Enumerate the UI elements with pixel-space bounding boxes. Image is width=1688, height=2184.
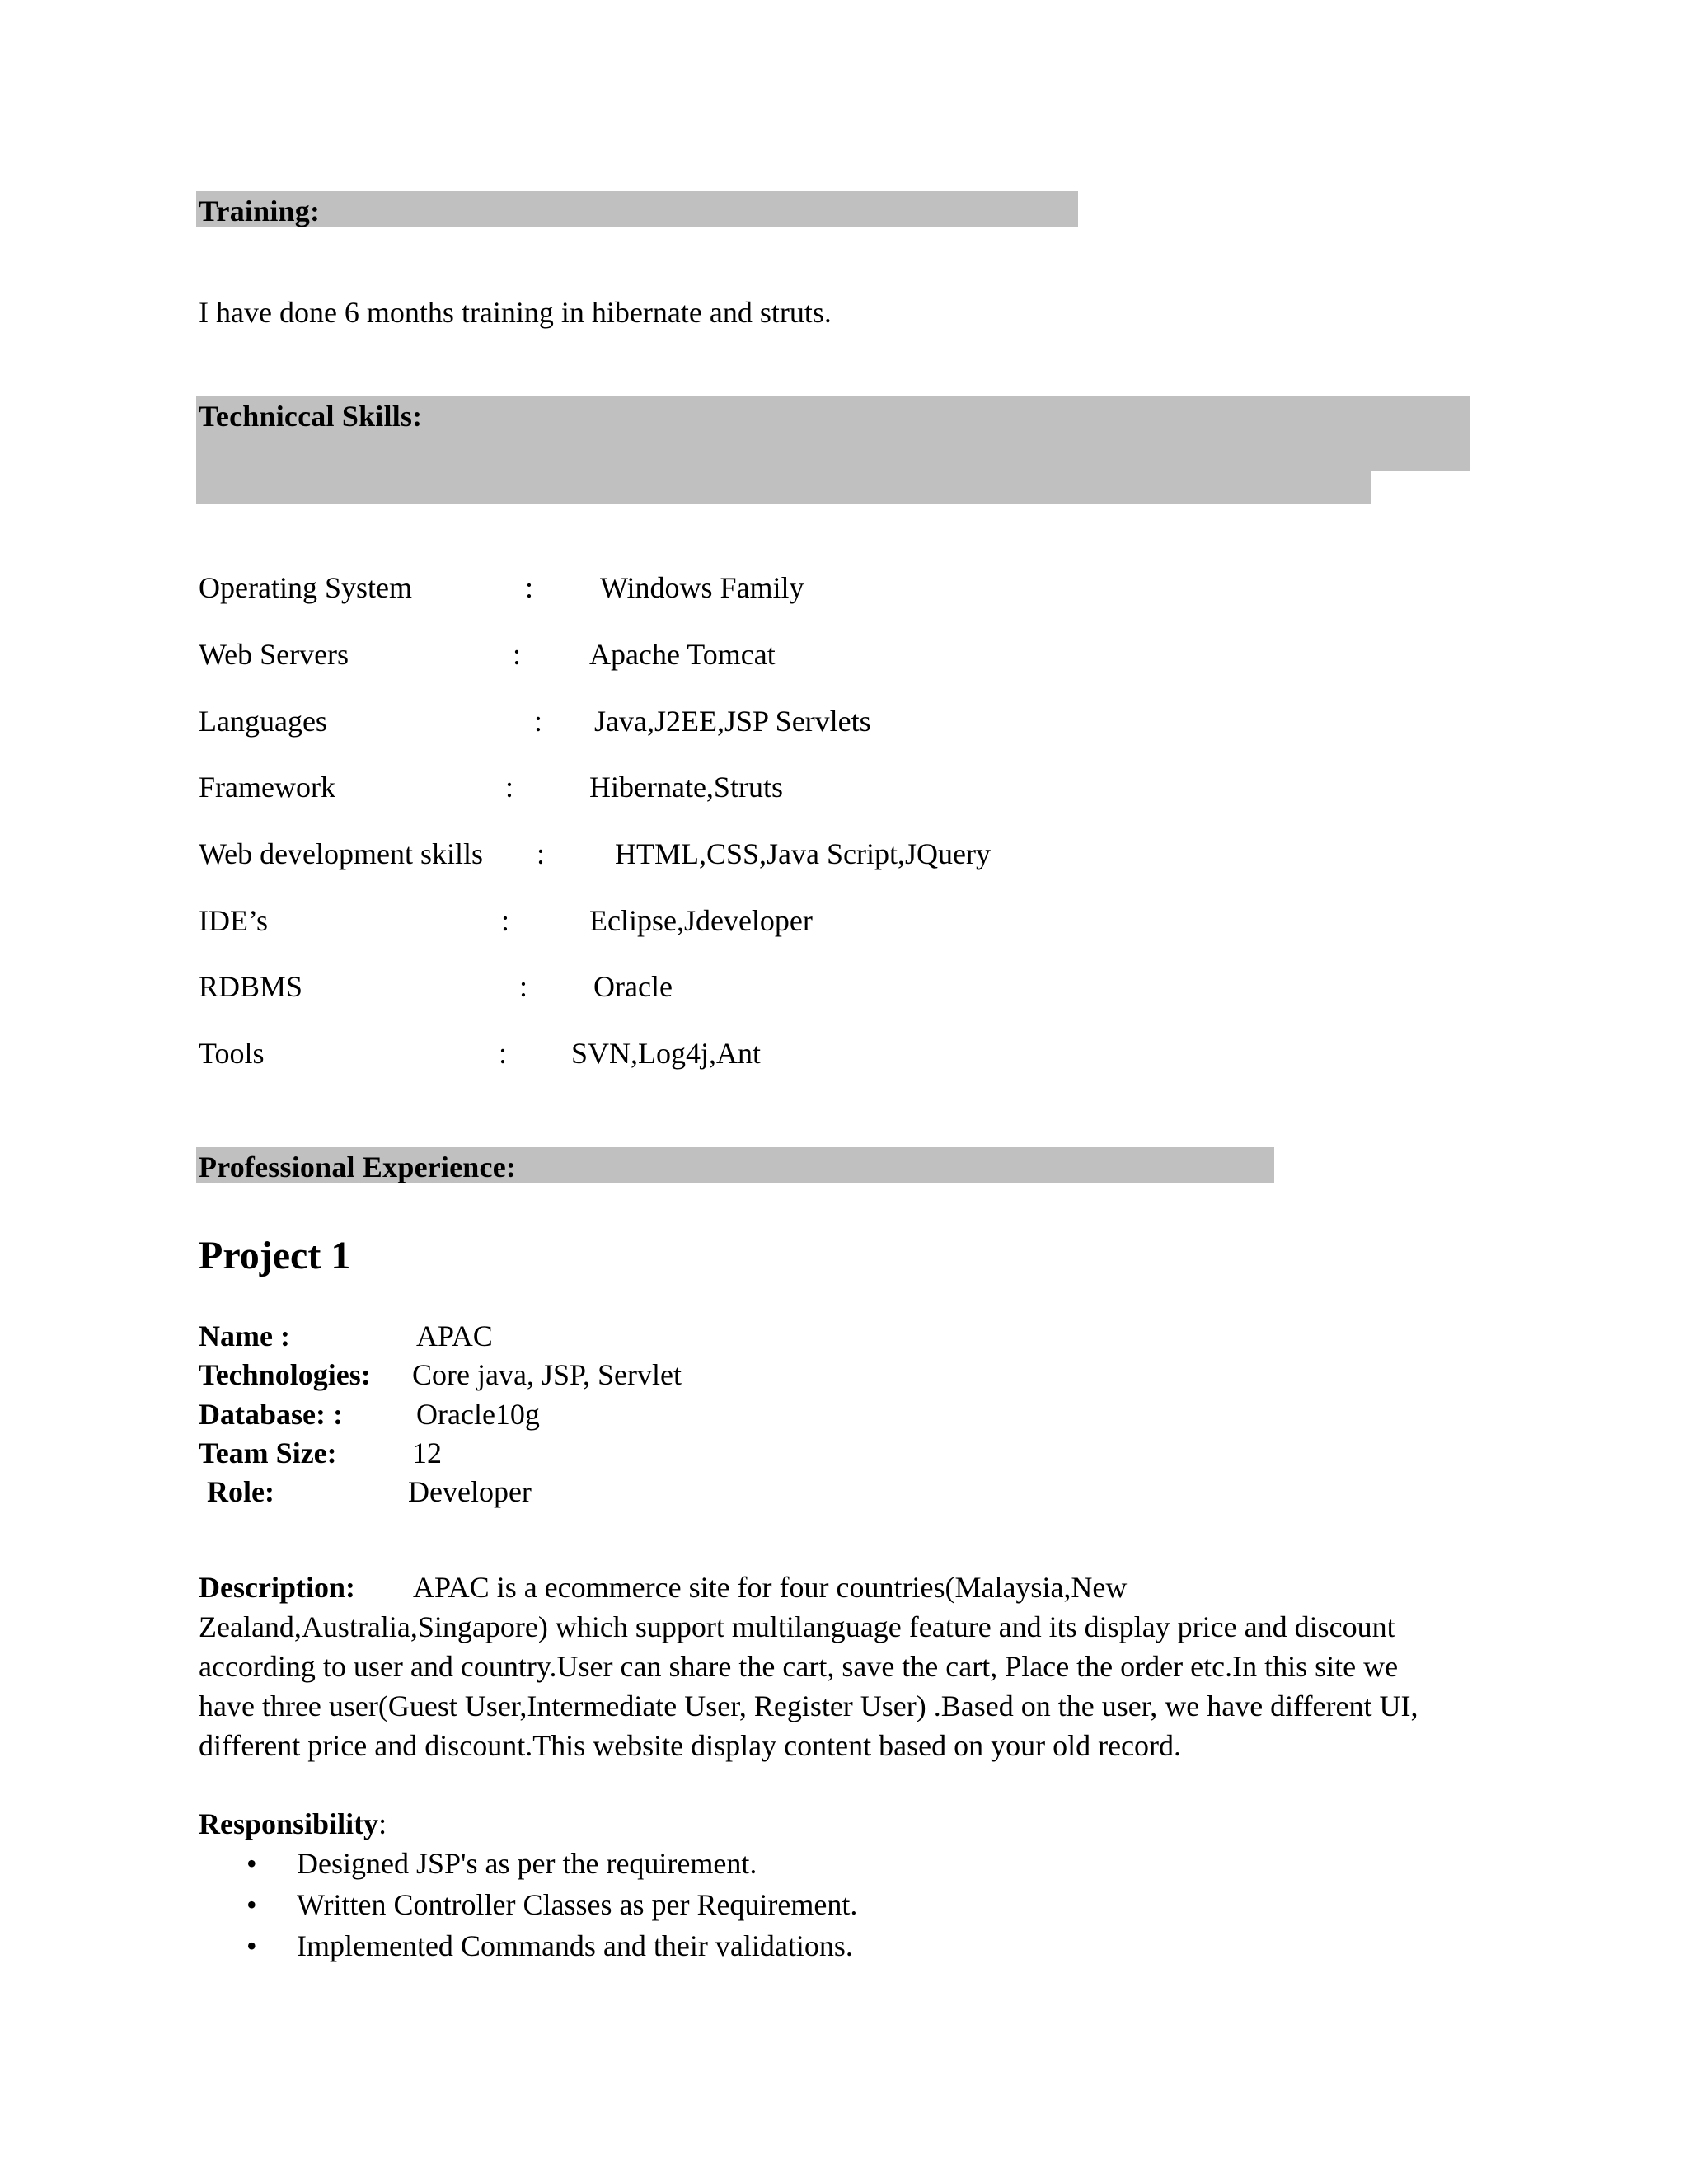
meta-label: Role:: [207, 1475, 274, 1508]
skill-label: Languages: [199, 705, 327, 738]
meta-label: Database: :: [199, 1398, 343, 1431]
training-heading-bar: [196, 191, 1078, 227]
meta-value: Core java, JSP, Servlet: [412, 1358, 682, 1391]
list-item: [199, 1887, 1435, 1929]
skill-row-framework: [199, 770, 1517, 806]
skill-value: Oracle: [593, 970, 673, 1003]
responsibility-heading: [199, 1807, 387, 1841]
experience-heading: Professional Experience:: [199, 1151, 517, 1183]
meta-label: Team Size:: [199, 1436, 337, 1469]
meta-value: Developer: [408, 1475, 532, 1508]
skill-separator: :: [519, 970, 528, 1003]
skill-row-tools: [199, 1036, 1517, 1072]
responsibility-label: Responsibility: [199, 1807, 379, 1840]
skill-row-operating-system: [199, 570, 1517, 607]
skill-separator: :: [499, 1037, 508, 1070]
skill-separator: :: [513, 638, 522, 671]
meta-label: Name :: [199, 1319, 290, 1352]
responsibility-list: [199, 1846, 1435, 1970]
skills-heading: Techniccal Skills:: [199, 400, 423, 433]
training-heading: Training:: [199, 194, 321, 227]
skill-separator: :: [537, 837, 546, 870]
list-item: [199, 1929, 1435, 1970]
skill-label: Framework: [199, 771, 335, 804]
list-item: [199, 1846, 1435, 1887]
skills-heading-bar-lower: [196, 471, 1372, 504]
responsibility-text: Written Controller Classes as per Requirement.: [297, 1888, 858, 1921]
description-text: APAC is a ecommerce site for four countries(Malaysia,New Zealand,Australia,Singapore) which support multilanguage feature and its display price and discount according to user and country.User can share the cart, save the cart, Place the order etc.In this site we have three user(Guest User,Intermediate User, Register User) .Based on the user, we have different UI, different price and discount.This website display content based on your old record.: [199, 1571, 1418, 1762]
bullet-icon: •: [246, 1929, 257, 1962]
skill-label: RDBMS: [199, 970, 303, 1003]
project-meta-technologies: [199, 1357, 1353, 1394]
project-description: [199, 1568, 1451, 1765]
meta-value: 12: [412, 1436, 442, 1469]
meta-label: Technologies:: [199, 1358, 371, 1391]
responsibility-colon: :: [378, 1807, 387, 1840]
skill-separator: :: [501, 904, 510, 937]
project-meta-role: [199, 1474, 1353, 1511]
training-text: I have done 6 months training in hibernate and struts.: [199, 296, 832, 329]
project-title: Project 1: [199, 1234, 351, 1277]
skill-row-rdbms: [199, 969, 1517, 1005]
skill-separator: :: [534, 705, 543, 738]
skill-row-web-servers: [199, 637, 1517, 673]
skill-value: Eclipse,Jdeveloper: [589, 904, 813, 937]
skill-value: Hibernate,Struts: [589, 771, 783, 804]
project-meta-team-size: [199, 1436, 1353, 1472]
skill-separator: :: [505, 771, 514, 804]
description-label: Description:: [199, 1571, 355, 1604]
skill-label: IDE’s: [199, 904, 268, 937]
skill-label: Web Servers: [199, 638, 349, 671]
skill-separator: :: [525, 571, 534, 604]
skill-value: Windows Family: [600, 571, 804, 604]
meta-value: Oracle10g: [416, 1398, 540, 1431]
skill-label: Tools: [199, 1037, 265, 1070]
responsibility-text: Implemented Commands and their validations.: [297, 1929, 853, 1962]
project-meta-database: [199, 1397, 1353, 1433]
responsibility-text: Designed JSP's as per the requirement.: [297, 1847, 757, 1880]
project-meta-name: [199, 1319, 1353, 1355]
skill-label: Web development skills: [199, 837, 484, 870]
skill-row-ides: [199, 903, 1517, 940]
skill-value: SVN,Log4j,Ant: [571, 1037, 762, 1070]
skill-value: HTML,CSS,Java Script,JQuery: [615, 837, 991, 870]
bullet-icon: •: [246, 1847, 257, 1880]
meta-value: APAC: [416, 1319, 493, 1352]
skill-row-languages: [199, 704, 1517, 740]
bullet-icon: •: [246, 1888, 257, 1921]
skill-row-web-development-skills: [199, 837, 1517, 873]
skill-value: Apache Tomcat: [589, 638, 776, 671]
skill-label: Operating System: [199, 571, 412, 604]
skill-value: Java,J2EE,JSP Servlets: [594, 705, 871, 738]
